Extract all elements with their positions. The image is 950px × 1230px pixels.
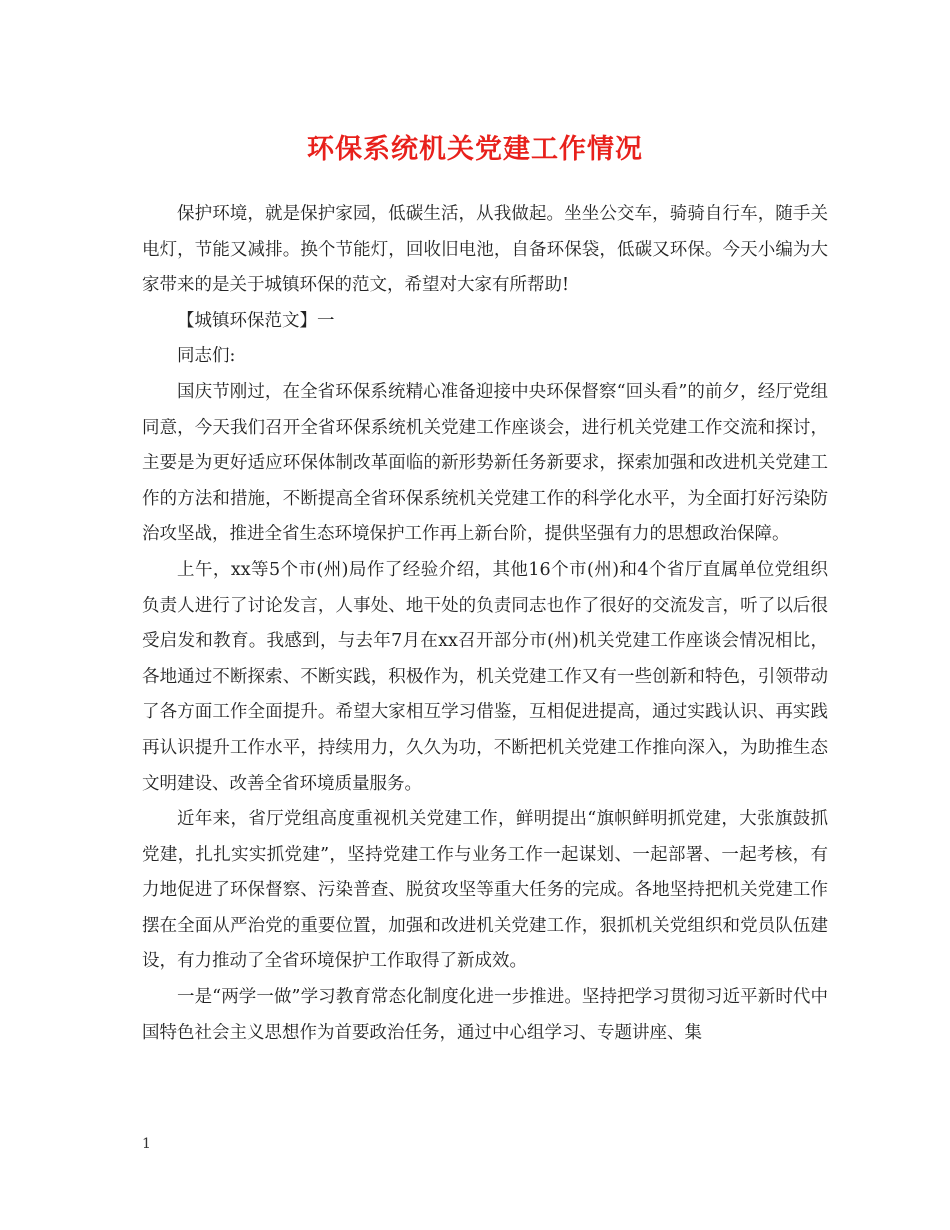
paragraph-body: 近年来，省厅党组高度重视机关党建工作，鲜明提出“旗帜鲜明抓党建，大张旗鼓抓党建，扎扎实实抓党建”，坚持党建工作与业务工作一起谋划、一起部署、一起考核，有力地促进了环保督察、污染普查、脱贫攻坚等重大任务的完成。各地坚持把机关党建工作摆在全面从严治党的重要位置，加强和改进机关党建工作，狠抓机关党组织和党员队伍建设，有力推动了全省环境保护工作取得了新成效。 <box>142 809 828 972</box>
paragraph-body: 上午，xx等5个市(州)局作了经验介绍，其他16个市(州)和4个省厅直属单位党组织负责人进行了讨论发言，人事处、地干处的负责同志也作了很好的交流发言，听了以后很受启发和教育。我感到，与去年7月在xx召开部分市(州)机关党建工作座谈会情况相比，各地通过不断探索、不断实践，积极作为，机关党建工作又有一些创新和特色，引领带动了各方面工作全面提升。希望大家相互学习借鉴，互相促进提高，通过实践认识、再实践再认识提升工作水平，持续用力，久久为功，不断把机关党建工作推向深入，为助推生态文明建设、改善全省环境质量服务。 <box>142 559 828 794</box>
document-title: 环保系统机关党建工作情况 <box>307 134 643 165</box>
paragraph-intro: 保护环境，就是保护家园，低碳生活，从我做起。坐坐公交车，骑骑自行车，随手关电灯，节能又减排。换个节能灯，回收旧电池，自备环保袋，低碳又环保。今天小编为大家带来的是关于城镇环保的范文，希望对大家有所帮助! <box>142 204 828 296</box>
page-number: 1 <box>142 1136 151 1152</box>
paragraph-body: 国庆节刚过，在全省环保系统精心准备迎接中央环保督察“回头看”的前夕，经厅党组同意，今天我们召开全省环保系统机关党建工作座谈会，进行机关党建工作交流和探讨，主要是为更好适应环保体制改革面临的新形势新任务新要求，探索加强和改进机关党建工作的方法和措施，不断提高全省环保系统机关党建工作的科学化水平，为全面打好污染防治攻坚战，推进全省生态环境保护工作再上新台阶，提供坚强有力的思想政治保障。 <box>142 381 828 545</box>
paragraph-salutation: 同志们: <box>177 346 236 367</box>
paragraph-body: 一是“两学一做”学习教育常态化制度化进一步推进。坚持把学习贯彻习近平新时代中国特色社会主义思想作为首要政治任务，通过中心组学习、专题讲座、集 <box>142 987 828 1043</box>
document-body <box>142 197 828 1051</box>
paragraph-section-heading: 【城镇环保范文】一 <box>177 310 335 331</box>
